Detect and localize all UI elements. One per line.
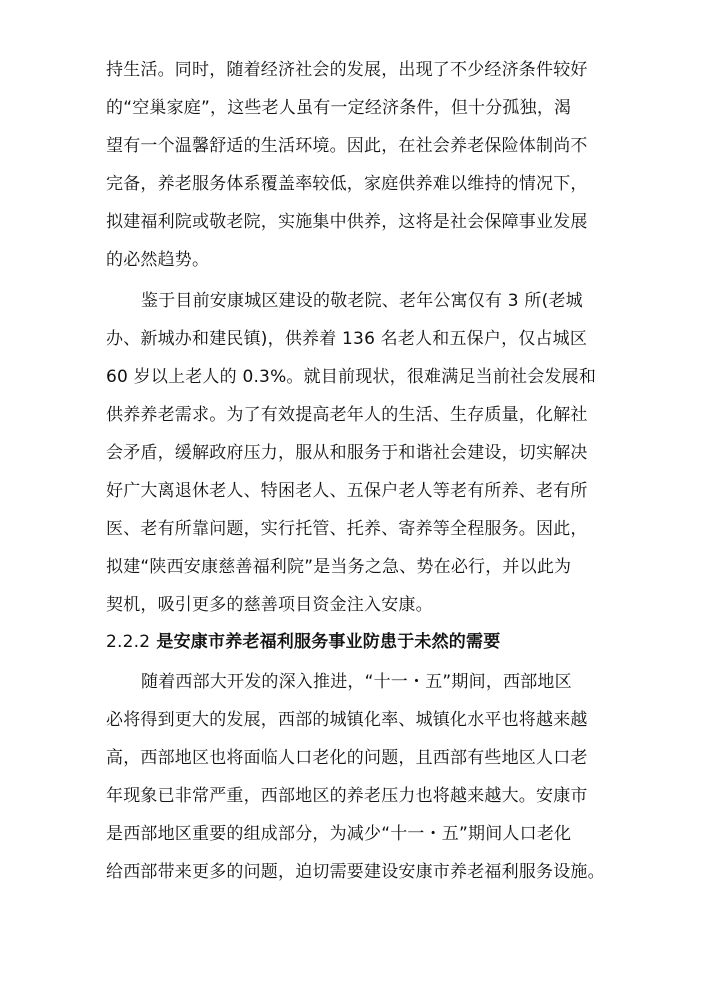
paragraph-3-line-4: 年现象已非常严重，西部地区的养老压力也将越来越大。安康市 — [106, 786, 588, 806]
section-number: 2.2.2 — [106, 632, 151, 652]
paragraph-3-line-3: 高，西部地区也将面临人口老化的问题，且西部有些地区人口老 — [106, 748, 588, 768]
paragraph-1-line-3: 望有一个温馨舒适的生活环境。因此，在社会养老保险体制尚不 — [106, 136, 588, 156]
paragraph-2-line-2: 办、新城办和建民镇)，供养着 136 名老人和五保户，仅占城区 — [106, 329, 588, 349]
paragraph-1-line-5: 拟建福利院或敬老院，实施集中供养，这将是社会保障事业发展 — [106, 212, 588, 232]
paragraph-2-line-3: 60 岁以上老人的 0.3%。就目前现状，很难满足当前社会发展和 — [106, 367, 597, 387]
paragraph-1-line-2: 的“空巢家庭”，这些老人虽有一定经济条件，但十分孤独，渴 — [106, 98, 572, 118]
section-heading — [106, 627, 500, 657]
paragraph-3-line-2: 必将得到更大的发展，西部的城镇化率、城镇化水平也将越来越 — [106, 710, 588, 730]
paragraph-3-line-5: 是西部地区重要的组成部分，为减少“十一・五”期间人口老化 — [106, 824, 572, 844]
paragraph-3-line-1: 随着西部大开发的深入推进，“十一・五”期间，西部地区 — [141, 672, 572, 692]
paragraph-1-line-1: 持生活。同时，随着经济社会的发展，出现了不少经济条件较好 — [106, 60, 588, 80]
paragraph-3-line-6: 给西部带来更多的问题，迫切需要建设安康市养老福利服务设施。 — [106, 862, 605, 882]
section-title: 是安康市养老福利服务事业防患于未然的需要 — [156, 632, 501, 652]
paragraph-2-line-4: 供养养老需求。为了有效提高老年人的生活、生存质量，化解社 — [106, 405, 588, 425]
paragraph-2-line-6: 好广大离退休老人、特困老人、五保户老人等老有所养、老有所 — [106, 481, 588, 501]
paragraph-1-line-4: 完备，养老服务体系覆盖率较低，家庭供养难以维持的情况下， — [106, 174, 588, 194]
paragraph-2-line-7: 医、老有所靠问题，实行托管、托养、寄养等全程服务。因此， — [106, 519, 588, 539]
paragraph-2-line-9: 契机，吸引更多的慈善项目资金注入安康。 — [106, 595, 433, 615]
paragraph-2-line-5: 会矛盾，缓解政府压力，服从和服务于和谐社会建设，切实解决 — [106, 443, 588, 463]
paragraph-2-line-1: 鉴于目前安康城区建设的敬老院、老年公寓仅有 3 所(老城 — [141, 291, 583, 311]
paragraph-1-line-6: 的必然趋势。 — [106, 250, 210, 270]
paragraph-2-line-8: 拟建“陕西安康慈善福利院”是当务之急、势在必行，并以此为 — [106, 557, 572, 577]
